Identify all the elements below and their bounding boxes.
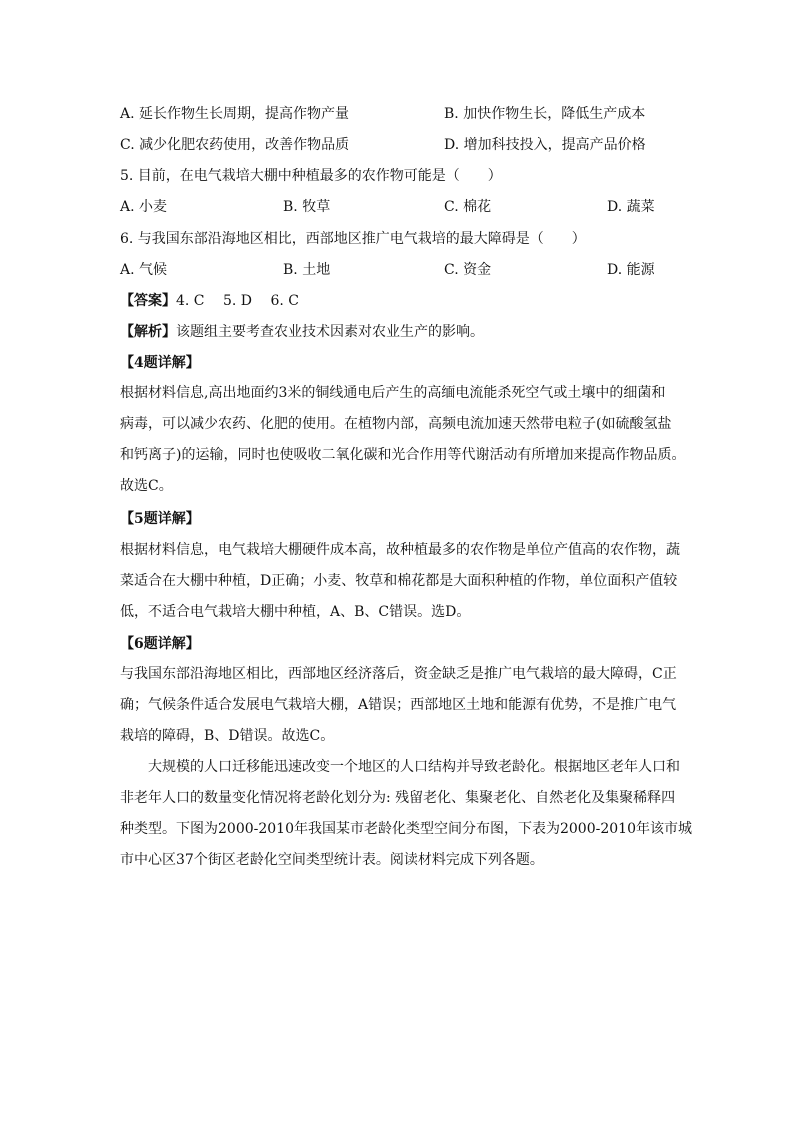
material-line-4: 市中心区37个街区老龄化空间类型统计表。阅读材料完成下列各题。: [120, 852, 544, 868]
q4-option-d: D. 增加科技投入，提高产品价格: [444, 137, 646, 153]
detail6-line-1: 与我国东部沿海地区相比，西部地区经济落后，资金缺乏是推广电气栽培的最大障碍，C正: [120, 666, 677, 682]
detail5-line-1: 根据材料信息，电气栽培大棚硬件成本高，故种植最多的农作物是单位产值高的农作物，蔬: [120, 542, 680, 558]
detail4-heading: 【4题详解】: [120, 355, 200, 371]
answer-label: 【答案】: [120, 293, 176, 309]
detail5-line-2: 菜适合在大棚中种植，D正确；小麦、牧草和棉花都是大面积种植的作物，单位面积产值较: [120, 573, 678, 589]
detail6-body: [120, 659, 690, 752]
detail4-line-1: 根据材料信息,高出地面约3米的铜线通电后产生的高缅电流能杀死空气或土壤中的细菌和: [120, 385, 666, 401]
analysis-line: [120, 322, 690, 342]
detail5-heading: 【5题详解】: [120, 511, 200, 527]
detail5-body: [120, 535, 690, 628]
analysis-text: 该题组主要考查农业技术因素对农业生产的影响。: [176, 324, 484, 340]
answer-line: [120, 291, 690, 311]
detail4-line-2: 病毒，可以减少农药、化肥的使用。在植物内部，高频电流加速天然带电粒子(如硫酸氢盐: [120, 416, 672, 432]
q6-option-b: B. 土地: [283, 262, 331, 278]
detail6-line-2: 确；气候条件适合发展电气栽培大棚，A错误；西部地区土地和能源有优势，不是推广电气: [120, 697, 677, 713]
q5-option-c: C. 棉花: [444, 199, 492, 215]
detail5-line-3: 低，不适合电气栽培大棚中种植，A、B、C错误。选D。: [120, 604, 471, 620]
q4-option-b: B. 加快作物生长，降低生产成本: [444, 106, 646, 122]
q5-option-d: D. 蔬菜: [607, 199, 655, 215]
q5-stem: 5. 目前，在电气栽培大棚中种植最多的农作物可能是（ ）: [120, 168, 502, 184]
answer-text: 4. C 5. D 6. C: [176, 293, 299, 309]
analysis-label: 【解析】: [120, 324, 176, 340]
q6-option-a: A. 气候: [120, 262, 168, 278]
q4-option-a: A. 延长作物生长周期，提高作物产量: [120, 106, 350, 122]
q5-option-a: A. 小麦: [120, 199, 168, 215]
q6-stem: 6. 与我国东部沿海地区相比，西部地区推广电气栽培的最大障碍是（ ）: [120, 231, 586, 247]
q4-option-c: C. 减少化肥农药使用，改善作物品质: [120, 137, 350, 153]
material-line-3: 种类型。下图为2000-2010年我国某市老龄化类型空间分布图，下表为2000-2010年该市城: [120, 821, 692, 837]
detail4-line-3: 和钙离子)的运输，同时也使吸收二氧化碳和光合作用等代谢活动有所增加来提高作物品质。: [120, 447, 686, 463]
q5-option-b: B. 牧草: [283, 199, 331, 215]
q6-option-c: C. 资金: [444, 262, 492, 278]
detail4-body: [120, 378, 690, 502]
q6-option-d: D. 能源: [607, 262, 655, 278]
material-paragraph: [120, 752, 690, 876]
material-line-1: 大规模的人口迁移能迅速改变一个地区的人口结构并导致老龄化。根据地区老年人口和: [148, 759, 680, 775]
detail4-line-4: 故选C。: [120, 478, 173, 494]
material-line-2: 非老年人口的数量变化情况将老龄化划分为: 残留老化、集聚老化、自然老化及集聚稀释四: [120, 790, 676, 806]
detail6-line-3: 栽培的障碍，B、D错误。故选C。: [120, 728, 335, 744]
detail6-heading: 【6题详解】: [120, 636, 200, 652]
